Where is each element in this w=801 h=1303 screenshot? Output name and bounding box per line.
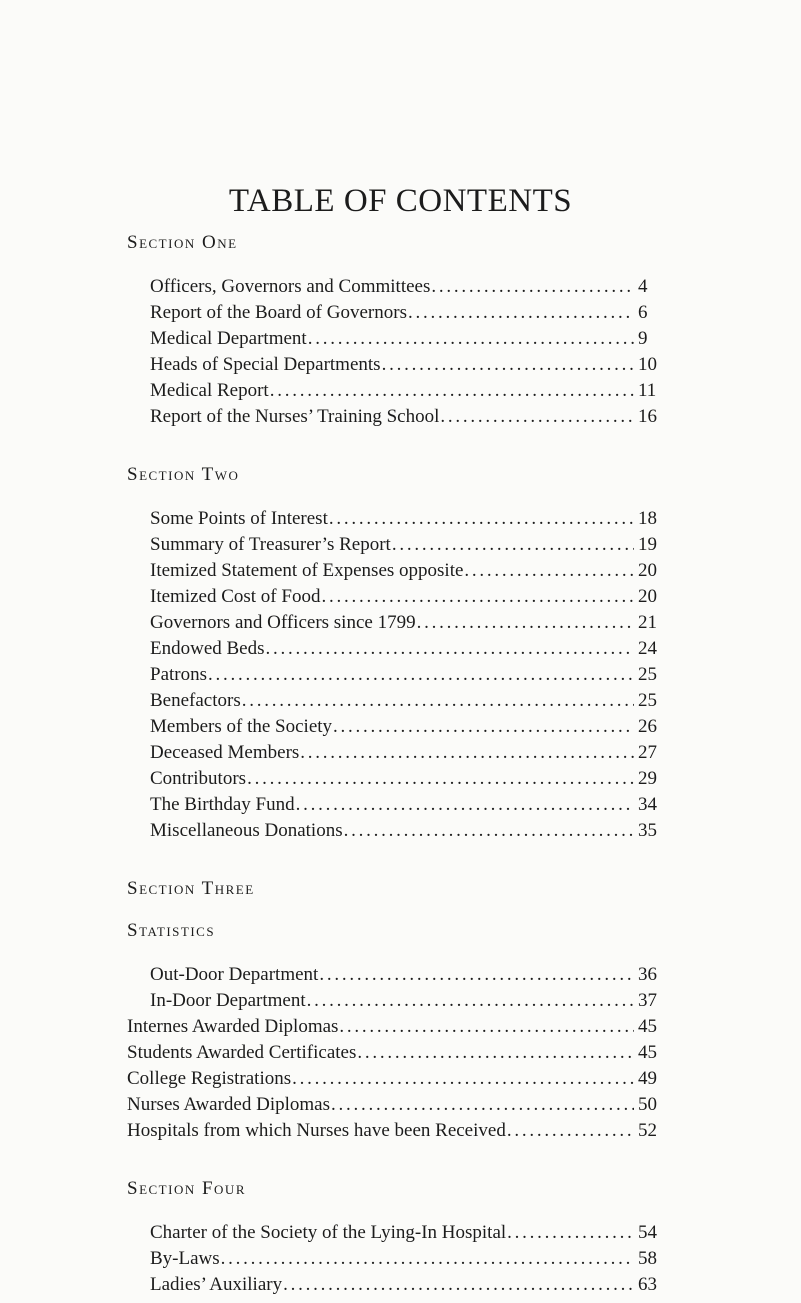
entry-label: Miscellaneous Donations [150, 820, 343, 841]
dot-leader [339, 1014, 634, 1040]
entry-label: Students Awarded Certificates [127, 1042, 357, 1063]
dot-leader [507, 1118, 634, 1144]
entry-page: 25 [638, 690, 657, 711]
toc-entry[interactable] [127, 1066, 666, 1092]
section-two-heading: Section Two [127, 464, 240, 485]
dot-leader [382, 352, 634, 378]
entry-label: Medical Department [150, 328, 307, 349]
dot-leader [270, 378, 634, 404]
entry-label: Itemized Cost of Food [150, 586, 321, 607]
statistics-subheading: Statistics [127, 920, 216, 941]
entry-page: 20 [638, 586, 657, 607]
entry-label: Some Points of Interest [150, 508, 328, 529]
entry-page: 19 [638, 534, 657, 555]
toc-entry[interactable] [150, 766, 666, 792]
entry-page: 34 [638, 794, 657, 815]
toc-entry[interactable] [150, 740, 666, 766]
dot-leader [221, 1246, 634, 1272]
toc-entry[interactable] [150, 688, 666, 714]
dot-leader [321, 584, 634, 610]
dot-leader [307, 988, 634, 1014]
entry-page: 18 [638, 508, 657, 529]
dot-leader [266, 636, 634, 662]
dot-leader [283, 1272, 634, 1298]
entry-page: 45 [638, 1016, 657, 1037]
entry-label: Hospitals from which Nurses have been Received [127, 1120, 506, 1141]
entry-page: 24 [638, 638, 657, 659]
toc-entry[interactable] [150, 962, 666, 988]
dot-leader [292, 1066, 634, 1092]
dot-leader [331, 1092, 634, 1118]
entry-label: Patrons [150, 664, 207, 685]
dot-leader [392, 532, 634, 558]
toc-entry[interactable] [127, 1118, 666, 1144]
entry-page: 36 [638, 964, 657, 985]
toc-entry[interactable] [150, 404, 666, 430]
toc-entry[interactable] [150, 584, 666, 610]
dot-leader [300, 740, 634, 766]
toc-entry[interactable] [150, 610, 666, 636]
dot-leader [357, 1040, 634, 1066]
entry-label: Itemized Statement of Expenses opposite [150, 560, 464, 581]
entry-label: Nurses Awarded Diplomas [127, 1094, 330, 1115]
toc-entry[interactable] [150, 558, 666, 584]
entry-label: In-Door Department [150, 990, 306, 1011]
toc-entry[interactable] [127, 1040, 666, 1066]
entry-page: 52 [638, 1120, 657, 1141]
toc-entry[interactable] [150, 1220, 666, 1246]
entry-label: Heads of Special Departments [150, 354, 381, 375]
dot-leader [208, 662, 634, 688]
dot-leader [440, 404, 634, 430]
entry-label: Internes Awarded Diplomas [127, 1016, 339, 1037]
entry-label: The Birthday Fund [150, 794, 295, 815]
dot-leader [319, 962, 634, 988]
entry-page: 49 [638, 1068, 657, 1089]
toc-entry[interactable] [150, 662, 666, 688]
toc-entry[interactable] [150, 714, 666, 740]
entry-label: By-Laws [150, 1248, 220, 1269]
toc-entry[interactable] [150, 378, 666, 404]
entry-label: Benefactors [150, 690, 241, 711]
toc-entry[interactable] [150, 988, 666, 1014]
toc-entry[interactable] [150, 532, 666, 558]
dot-leader [464, 558, 634, 584]
entry-label: College Registrations [127, 1068, 292, 1089]
dot-leader [329, 506, 634, 532]
entry-page: 21 [638, 612, 657, 633]
page-title: TABLE OF CONTENTS [228, 183, 573, 219]
toc-entry[interactable] [127, 1014, 666, 1040]
toc-entry[interactable] [150, 274, 666, 300]
entry-page: 10 [638, 354, 657, 375]
section-four-heading: Section Four [127, 1178, 246, 1199]
entry-label: Members of the Society [150, 716, 333, 737]
dot-leader [408, 300, 634, 326]
dot-leader [296, 792, 634, 818]
entry-label: Summary of Treasurer’s Report [150, 534, 391, 555]
entry-label: Report of the Board of Governors [150, 302, 407, 323]
entry-page: 45 [638, 1042, 657, 1063]
entry-page: 20 [638, 560, 657, 581]
entry-label: Contributors [150, 768, 247, 789]
entry-label: Out-Door Department [150, 964, 319, 985]
entry-page: 9 [638, 328, 648, 349]
toc-entry[interactable] [150, 792, 666, 818]
dot-leader [308, 326, 634, 352]
dot-leader [417, 610, 634, 636]
toc-entry[interactable] [150, 300, 666, 326]
entry-page: 4 [638, 276, 648, 297]
entry-page: 58 [638, 1248, 657, 1269]
entry-label: Ladies’ Auxiliary [150, 1274, 283, 1295]
dot-leader [507, 1220, 634, 1246]
entry-page: 26 [638, 716, 657, 737]
entry-page: 35 [638, 820, 657, 841]
entry-label: Officers, Governors and Committees [150, 276, 431, 297]
dot-leader [431, 274, 634, 300]
entry-label: Medical Report [150, 380, 269, 401]
entry-label: Charter of the Society of the Lying-In Hospital [150, 1222, 507, 1243]
entry-page: 50 [638, 1094, 657, 1115]
entry-page: 11 [638, 380, 657, 401]
entry-page: 63 [638, 1274, 657, 1295]
dot-leader [247, 766, 634, 792]
section-three-heading: Section Three [127, 878, 255, 899]
section-one-heading: Section One [127, 232, 238, 253]
entry-label: Endowed Beds [150, 638, 265, 659]
entry-page: 54 [638, 1222, 657, 1243]
entry-label: Deceased Members [150, 742, 300, 763]
entry-page: 27 [638, 742, 657, 763]
toc-entry[interactable] [150, 1272, 666, 1298]
toc-entry[interactable] [150, 818, 666, 844]
entry-page: 29 [638, 768, 657, 789]
entry-label: Governors and Officers since 1799 [150, 612, 416, 633]
entry-page: 37 [638, 990, 657, 1011]
dot-leader [333, 714, 634, 740]
dot-leader [344, 818, 634, 844]
toc-entry[interactable] [150, 506, 666, 532]
toc-entry[interactable] [127, 1092, 666, 1118]
entry-label: Report of the Nurses’ Training School [150, 406, 440, 427]
toc-entry[interactable] [150, 1246, 666, 1272]
entry-page: 25 [638, 664, 657, 685]
dot-leader [242, 688, 634, 714]
entry-page: 16 [638, 406, 657, 427]
toc-entry[interactable] [150, 636, 666, 662]
toc-entry[interactable] [150, 326, 666, 352]
entry-page: 6 [638, 302, 648, 323]
toc-entry[interactable] [150, 352, 666, 378]
